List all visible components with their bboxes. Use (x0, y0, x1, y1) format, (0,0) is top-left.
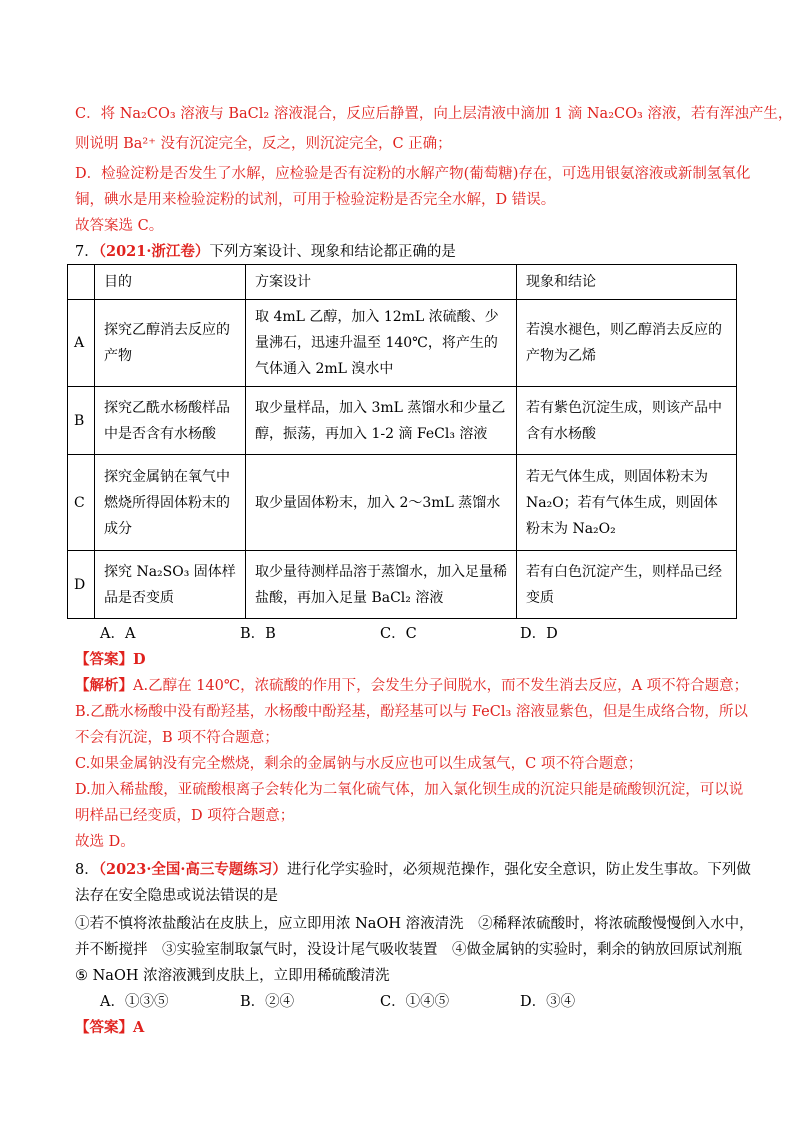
question-7-options (100, 622, 660, 643)
analysis-line-3: 不会有沉淀，B 项不符合题意； (75, 730, 279, 746)
option-c[interactable]: C．C (380, 626, 417, 642)
option-a[interactable]: A．①③⑤ (100, 994, 169, 1010)
analysis-line-1 (75, 674, 749, 695)
row-purpose: 探究金属钠在氧气中燃烧所得固体粉末的成分 (95, 455, 246, 551)
table-row (68, 300, 737, 387)
row-design: 取 4mL 乙醇，加入 12mL 浓硫酸、少量沸石，迅速升温至 140℃，将产生的气体通入 2mL 溴水中 (246, 300, 517, 387)
explanation-d-line-2: 铜，碘水是用来检验淀粉的试剂，可用于检验淀粉是否完全水解，D 错误。 (75, 192, 556, 208)
option-a[interactable]: A．A (100, 626, 136, 642)
row-label: A (68, 300, 95, 387)
explanation-c-line-1: C．将 Na₂CO₃ 溶液与 BaCl₂ 溶液混合，反应后静置，向上层清液中滴加 1 滴 Na₂CO₃ 溶液，若有浑浊产生， (75, 106, 793, 122)
question-8-stem-line-1 (75, 858, 751, 879)
answer-label: 【答案】 (75, 1019, 133, 1036)
question-text: 进行化学实验时，必须规范操作，强化安全意识，防止发生事故。下列做 (286, 862, 751, 878)
question-8-stem-line-2: 法存在安全隐患或说法错误的是 (75, 888, 278, 904)
table-header-cell: 现象和结论 (517, 265, 737, 300)
analysis-line-5: D.加入稀盐酸，亚硫酸根离子会转化为二氧化硫气体，加入氯化钡生成的沉淀只能是硫酸钡沉淀，可以说 (75, 782, 744, 798)
table-row (68, 455, 737, 551)
answer-value: D (133, 651, 146, 668)
explanation-conclusion: 故答案选 C。 (75, 218, 164, 234)
question-7-stem (75, 240, 735, 261)
option-b[interactable]: B．②④ (240, 994, 295, 1010)
question-8-items-line-3: ⑤ NaOH 浓溶液溅到皮肤上，立即用稀硫酸清洗 (75, 968, 390, 984)
question-8-items-line-1: ①若不慎将浓盐酸沾在皮肤上，应立即用浓 NaOH 溶液清洗 ②稀释浓硫酸时，将浓硫酸慢慢倒入水中， (75, 916, 754, 932)
question-8-answer (75, 1016, 735, 1037)
question-7-table (67, 264, 737, 619)
row-label: D (68, 551, 95, 619)
analysis-text: A.乙醇在 140℃，浓硫酸的作用下，会发生分子间脱水，而不发生消去反应，A 项不符合题意； (133, 678, 749, 694)
question-source: （2021·浙江卷） (98, 243, 210, 260)
row-design: 取少量固体粉末，加入 2～3mL 蒸馏水 (246, 455, 517, 551)
row-purpose: 探究乙醇消去反应的产物 (95, 300, 246, 387)
option-d[interactable]: D．D (520, 626, 558, 642)
row-label: C (68, 455, 95, 551)
row-design: 取少量样品，加入 3mL 蒸馏水和少量乙醇，振荡，再加入 1-2 滴 FeCl₃ 溶液 (246, 387, 517, 455)
question-source: （2023·全国·高三专题练习） (98, 861, 287, 878)
option-b[interactable]: B．B (240, 626, 276, 642)
option-c[interactable]: C．①④⑤ (380, 994, 450, 1010)
row-purpose: 探究乙酰水杨酸样品中是否含有水杨酸 (95, 387, 246, 455)
table-header-cell (68, 265, 95, 300)
row-label: B (68, 387, 95, 455)
table-header-cell: 方案设计 (246, 265, 517, 300)
answer-value: A (133, 1019, 145, 1036)
row-result: 若溴水褪色，则乙醇消去反应的产物为乙烯 (517, 300, 737, 387)
row-purpose: 探究 Na₂SO₃ 固体样品是否变质 (95, 551, 246, 619)
question-number: 7． (75, 244, 99, 260)
analysis-line-6: 明样品已经变质，D 项符合题意； (75, 808, 295, 824)
explanation-c-line-2: 则说明 Ba²⁺ 没有沉淀完全，反之，则沉淀完全，C 正确； (75, 136, 452, 152)
explanation-d-line-1: D．检验淀粉是否发生了水解，应检验是否有淀粉的水解产物(葡萄糖)存在，可选用银氨溶液或新制氢氧化 (75, 166, 751, 182)
table-row (68, 551, 737, 619)
row-result: 若无气体生成，则固体粉末为 Na₂O；若有气体生成，则固体粉末为 Na₂O₂ (517, 455, 737, 551)
analysis-conclusion: 故选 D。 (75, 834, 135, 850)
table-row (68, 387, 737, 455)
row-design: 取少量待测样品溶于蒸馏水，加入足量稀盐酸，再加入足量 BaCl₂ 溶液 (246, 551, 517, 619)
row-result: 若有白色沉淀产生，则样品已经变质 (517, 551, 737, 619)
option-d[interactable]: D．③④ (520, 994, 576, 1010)
row-result: 若有紫色沉淀生成，则该产品中含有水杨酸 (517, 387, 737, 455)
question-number: 8． (75, 862, 99, 878)
question-7-answer (75, 648, 735, 669)
question-8-items-line-2: 并不断搅拌 ③实验室制取氯气时，没设计尾气吸收装置 ④做金属钠的实验时，剩余的钠放回原试剂瓶 (75, 942, 742, 958)
table-header-cell: 目的 (95, 265, 246, 300)
question-text: 下列方案设计、现象和结论都正确的是 (209, 244, 456, 260)
table-header-row (68, 265, 737, 300)
analysis-line-4: C.如果金属钠没有完全燃烧，剩余的金属钠与水反应也可以生成氢气，C 项不符合题意； (75, 756, 643, 772)
answer-label: 【答案】 (75, 651, 133, 668)
analysis-label: 【解析】 (75, 677, 133, 694)
analysis-line-2: B.乙酰水杨酸中没有酚羟基，水杨酸中酚羟基，酚羟基可以与 FeCl₃ 溶液显紫色，但是生成络合物，所以 (75, 704, 748, 720)
question-8-options (100, 990, 660, 1011)
